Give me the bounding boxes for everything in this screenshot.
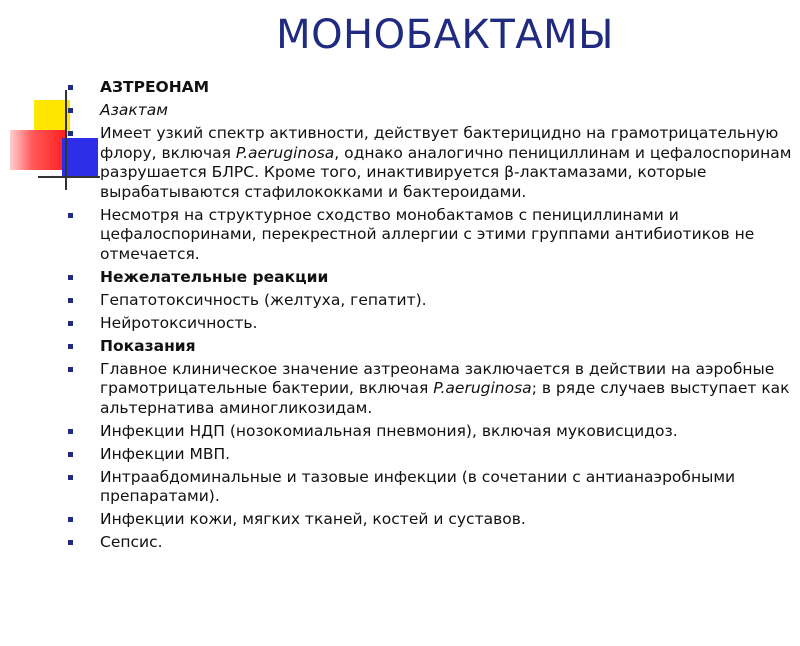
bullet-icon xyxy=(68,298,73,303)
slide-title: МОНОБАКТАМЫ xyxy=(276,12,614,58)
list-item: Инфекции кожи, мягких тканей, костей и суставов. xyxy=(62,510,792,530)
list-item: АЗТРЕОНАМ xyxy=(62,78,792,98)
list-item: Имеет узкий спектр активности, действует бактерицидно на грамотрицательную флору, включая P.aeruginosa, однако аналогично пенициллинам и цефалоспоринам разрушается БЛРС. Кроме того, инактивируется β-лактамазами, которые вырабатываются стафилококками и бактероидами. xyxy=(62,124,792,202)
bullet-icon xyxy=(68,429,73,434)
bullet-icon xyxy=(68,108,73,113)
bullet-list xyxy=(62,78,792,556)
bullet-icon xyxy=(68,344,73,349)
list-item: Нежелательные реакции xyxy=(62,268,792,288)
bullet-icon xyxy=(68,275,73,280)
bullet-icon xyxy=(68,540,73,545)
bullet-icon xyxy=(68,475,73,480)
list-item: Показания xyxy=(62,337,792,357)
list-item: Сепсис. xyxy=(62,533,792,553)
list-item: Инфекции МВП. xyxy=(62,445,792,465)
bullet-icon xyxy=(68,517,73,522)
bullet-icon xyxy=(68,367,73,372)
list-item: Нейротоксичность. xyxy=(62,314,792,334)
list-item: Главное клиническое значение азтреонама заключается в действии на аэробные грамотрицательные бактерии, включая P.aeruginosa; в ряде случаев выступает как альтернатива аминогликозидам. xyxy=(62,360,792,419)
bullet-icon xyxy=(68,131,73,136)
bullet-icon xyxy=(68,85,73,90)
red-square xyxy=(10,130,65,170)
list-item: Интраабдоминальные и тазовые инфекции (в сочетании с антианаэробными препаратами). xyxy=(62,468,792,507)
list-item: Азактам xyxy=(62,101,792,121)
bullet-icon xyxy=(68,321,73,326)
list-item: Инфекции НДП (нозокомиальная пневмония), включая муковисцидоз. xyxy=(62,422,792,442)
bullet-icon xyxy=(68,213,73,218)
list-item: Гепатотоксичность (желтуха, гепатит). xyxy=(62,291,792,311)
list-item: Несмотря на структурное сходство монобактамов с пенициллинами и цефалоспоринами, перекрестной аллергии с этими группами антибиотиков не отмечается. xyxy=(62,206,792,265)
bullet-icon xyxy=(68,452,73,457)
